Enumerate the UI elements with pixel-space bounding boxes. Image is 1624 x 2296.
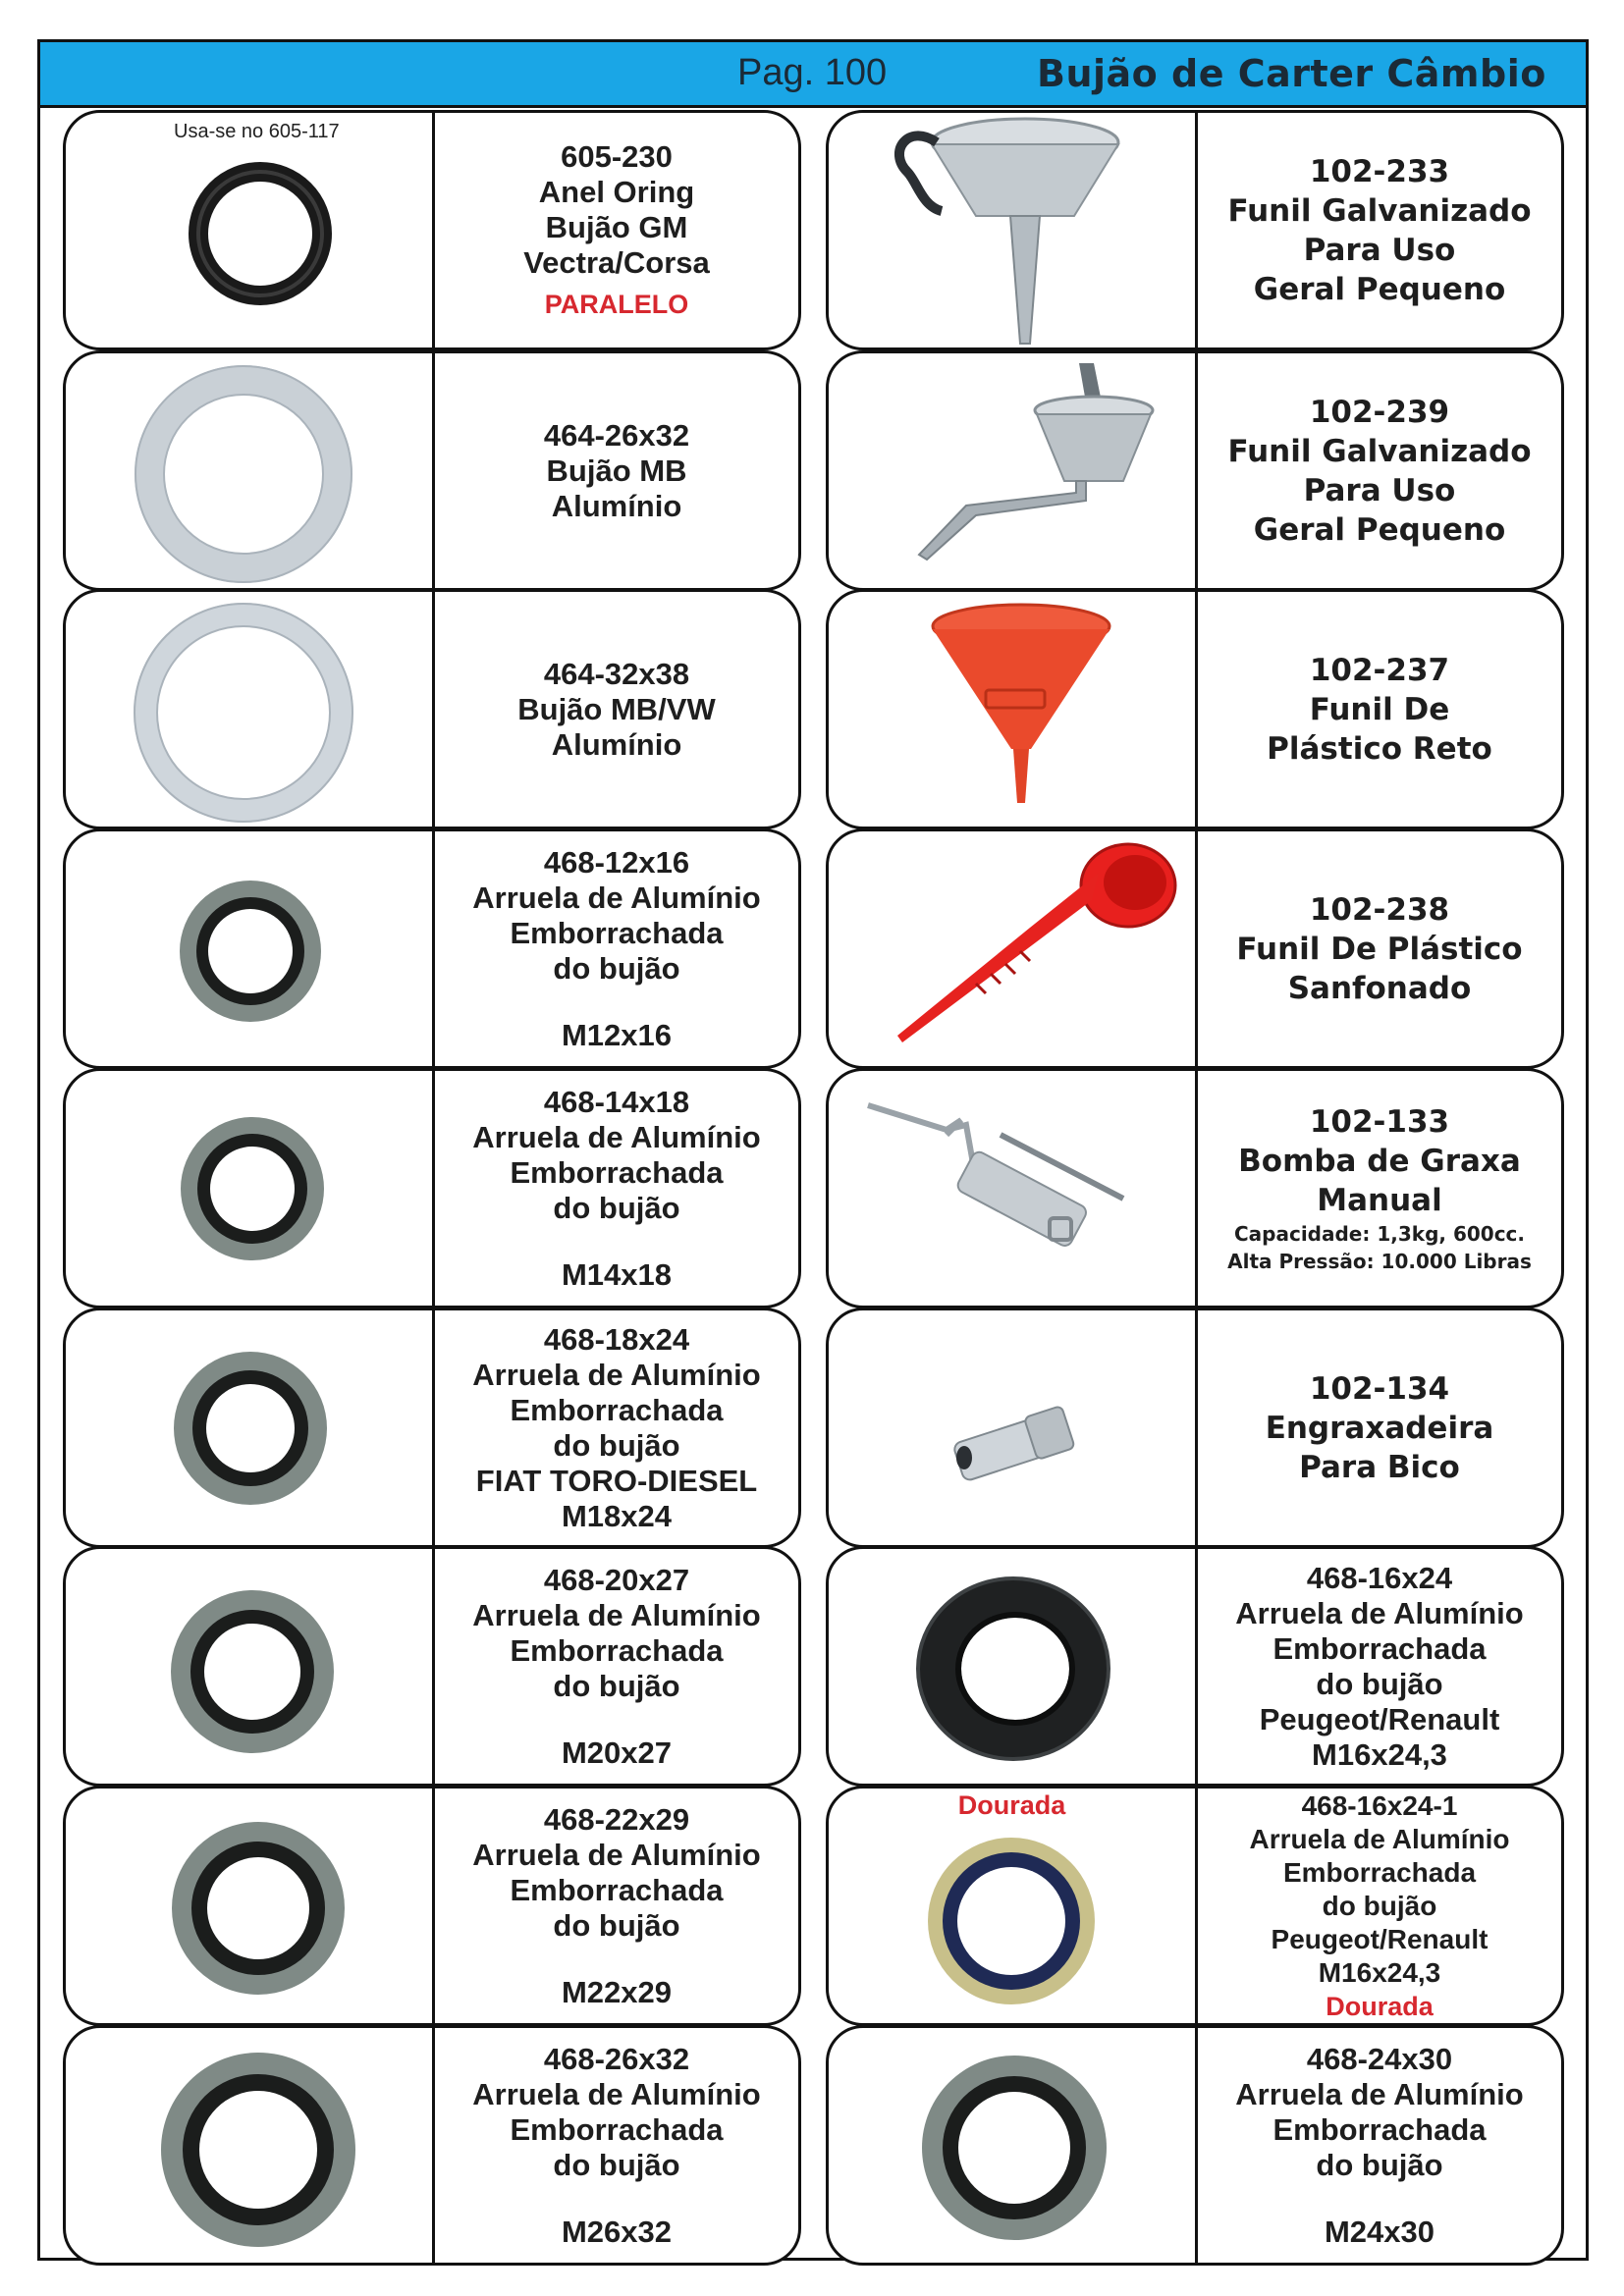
product-code: 468-18x24 [543,1321,690,1357]
bonded-washer-icon [66,831,432,1069]
product-description [1198,1071,1561,1306]
desc-line: Arruela de Alumínio [472,1837,761,1872]
usage-note: Usa-se no 605-117 [174,121,340,142]
product-image [66,1310,432,1545]
desc-line: Funil De Plástico [1236,931,1523,967]
page-title: Bujão de Carter Câmbio [1037,52,1546,95]
product-card-468-26x32[interactable] [63,2025,801,2266]
desc-line: Para Uso [1303,472,1456,508]
bonded-washer-icon [66,1789,432,2026]
product-image [829,1310,1195,1545]
product-description [435,1310,798,1545]
product-card-102-237[interactable] [826,589,1564,829]
desc-line: Para Bico [1299,1449,1460,1485]
product-description [1198,1789,1561,2023]
product-description [435,1071,798,1306]
product-image [829,1071,1195,1306]
thread-size: M20x27 [561,1735,673,1770]
desc-line: Manual [1317,1182,1442,1218]
thread-size: M18x24 [561,1498,673,1533]
product-image [829,353,1195,588]
product-card-468-14x18[interactable] [63,1068,801,1308]
product-card-468-20x27[interactable] [63,1546,801,1787]
product-description [435,1789,798,2023]
dourada-label: Dourada [1326,1991,1434,2021]
product-card-468-24x30[interactable] [826,2025,1564,2266]
desc-line: Vectra/Corsa [523,244,710,280]
product-image [66,2028,432,2263]
bonded-washer-icon [66,1549,432,1787]
product-code: 468-24x30 [1306,2041,1453,2076]
thread-size: M12x16 [561,1017,673,1052]
desc-line: FIAT TORO-DIESEL [475,1463,758,1498]
desc-line: Funil Galvanizado [1227,192,1532,229]
desc-line: Arruela de Alumínio [472,1119,761,1154]
product-code: 102-134 [1309,1370,1450,1407]
desc-line: Engraxadeira [1265,1410,1494,1446]
desc-line: Geral Pequeno [1253,271,1506,307]
product-code: 102-239 [1309,394,1450,430]
product-card-468-16x24[interactable] [826,1546,1564,1787]
desc-line: Emborrachada [1272,1630,1487,1666]
desc-line: Peugeot/Renault [1271,1923,1489,1954]
product-card-605-230[interactable] [63,110,801,350]
desc-line: Emborrachada [510,1632,724,1668]
page-header [40,42,1586,108]
desc-line: Arruela de Alumínio [1235,2076,1524,2111]
product-code: 102-233 [1309,153,1450,189]
product-code: 102-237 [1309,652,1450,688]
product-image [66,1789,432,2023]
desc-line: do bujão [553,1190,680,1225]
product-image [66,592,432,827]
aluminum-washer-icon [66,592,432,829]
desc-line: Plástico Reto [1267,730,1492,767]
product-description [435,831,798,1066]
product-description [435,2028,798,2263]
desc-line: Bomba de Graxa [1238,1143,1521,1179]
product-code: 468-20x27 [543,1562,690,1597]
desc-line: Alumínio [551,726,682,762]
product-card-102-134[interactable] [826,1308,1564,1548]
desc-line: Arruela de Alumínio [472,1597,761,1632]
paralelo-badge: PARALELO [544,289,689,319]
product-card-468-22x29[interactable] [63,1786,801,2026]
desc-line: Sanfonado [1287,970,1472,1006]
desc-line: Arruela de Alumínio [472,880,761,915]
product-description [1198,831,1561,1066]
product-code: 468-12x16 [543,844,690,880]
desc-line: Funil Galvanizado [1227,433,1532,469]
product-card-468-18x24[interactable] [63,1308,801,1548]
product-image [66,831,432,1066]
desc-line: do bujão [553,1427,680,1463]
metal-funnel-icon [829,113,1195,350]
product-description [435,592,798,827]
desc-line: do bujão [1316,2147,1443,2182]
desc-line: Peugeot/Renault [1259,1701,1500,1736]
product-image [829,1549,1195,1784]
product-code: 102-133 [1309,1103,1450,1140]
desc-line: Arruela de Alumínio [1249,1823,1510,1854]
desc-line: Emborrachada [510,1872,724,1907]
aluminum-washer-icon [66,353,432,591]
desc-line: Para Uso [1303,232,1456,268]
gold-bonded-washer-icon [829,1789,1195,2026]
product-card-464-32x38[interactable] [63,589,801,829]
metal-funnel-bent-spout-icon [829,353,1195,591]
desc-line: do bujão [553,1907,680,1943]
thread-size: M24x30 [1324,2214,1435,2249]
grease-coupler-icon [829,1310,1195,1548]
product-description [435,1549,798,1784]
desc-line: Emborrachada [510,1154,724,1190]
o-ring-icon [66,113,432,350]
grease-gun-icon [829,1071,1195,1308]
desc-line: Emborrachada [1272,2111,1487,2147]
product-description [1198,113,1561,347]
product-code: 464-32x38 [543,656,690,691]
red-plastic-funnel-icon [829,592,1195,829]
product-card-102-133[interactable] [826,1068,1564,1308]
product-card-464-26x32[interactable] [63,350,801,591]
desc-line: Alumínio [551,488,682,523]
product-code: 468-14x18 [543,1084,690,1119]
thread-size: M16x24,3 [1318,1956,1441,1988]
desc-line: Bujão MB/VW [517,691,716,726]
product-description [435,353,798,588]
desc-line: Anel Oring [538,174,695,209]
product-code: 468-22x29 [543,1801,690,1837]
desc-line: Emborrachada [510,2111,724,2147]
product-card-468-16x24-1[interactable] [826,1786,1564,2026]
product-code: 468-16x24 [1306,1560,1453,1595]
product-code: 605-230 [561,138,673,174]
thread-size: M26x32 [561,2214,673,2249]
product-card-102-238[interactable] [826,828,1564,1069]
product-description [1198,1310,1561,1545]
product-code: 468-16x24-1 [1301,1789,1458,1821]
desc-line: Emborrachada [510,1392,724,1427]
desc-line: do bujão [1322,1890,1437,1921]
desc-line: do bujão [1316,1666,1443,1701]
desc-line: Arruela de Alumínio [1235,1595,1524,1630]
thread-size: M14x18 [561,1256,673,1292]
desc-line: Emborrachada [1282,1856,1477,1888]
desc-line: Arruela de Alumínio [472,1357,761,1392]
desc-line: Bujão MB [546,453,687,488]
product-description [1198,2028,1561,2263]
page-number: Pag. 100 [737,52,888,93]
product-description [1198,592,1561,827]
desc-line: do bujão [553,950,680,986]
product-image [66,1549,432,1784]
product-code: 468-26x32 [543,2041,690,2076]
product-description [1198,1549,1561,1784]
desc-line: Arruela de Alumínio [472,2076,761,2111]
desc-line: Funil De [1309,691,1450,727]
product-image [829,113,1195,347]
product-image [829,1789,1195,2023]
desc-line: Geral Pequeno [1253,511,1506,548]
product-code: 102-238 [1309,891,1450,928]
desc-line: Bujão GM [545,209,688,244]
red-flexible-funnel-icon [829,831,1195,1069]
product-card-468-12x16[interactable] [63,828,801,1069]
bonded-washer-icon [829,2028,1195,2266]
product-code: 464-26x32 [543,417,690,453]
product-image [66,1071,432,1306]
product-image [829,592,1195,827]
dourada-label-top: Dourada [957,1790,1066,1820]
pressure-spec: Alta Pressão: 10.000 Libras [1227,1249,1532,1273]
thread-size: M16x24,3 [1312,1736,1447,1772]
desc-line: Emborrachada [510,915,724,950]
desc-line: do bujão [553,1668,680,1703]
black-rubber-washer-icon [829,1549,1195,1787]
bonded-washer-icon [66,1310,432,1548]
product-image [66,353,432,588]
thread-size: M22x29 [561,1974,673,2009]
desc-line: do bujão [553,2147,680,2182]
product-card-102-233[interactable] [826,110,1564,350]
product-description [435,113,798,347]
product-image [829,2028,1195,2263]
product-image [66,113,432,347]
bonded-washer-icon [66,2028,432,2266]
product-card-102-239[interactable] [826,350,1564,591]
product-description [1198,353,1561,588]
capacity-spec: Capacidade: 1,3kg, 600cc. [1233,1221,1525,1246]
bonded-washer-icon [66,1071,432,1308]
product-image [829,831,1195,1066]
